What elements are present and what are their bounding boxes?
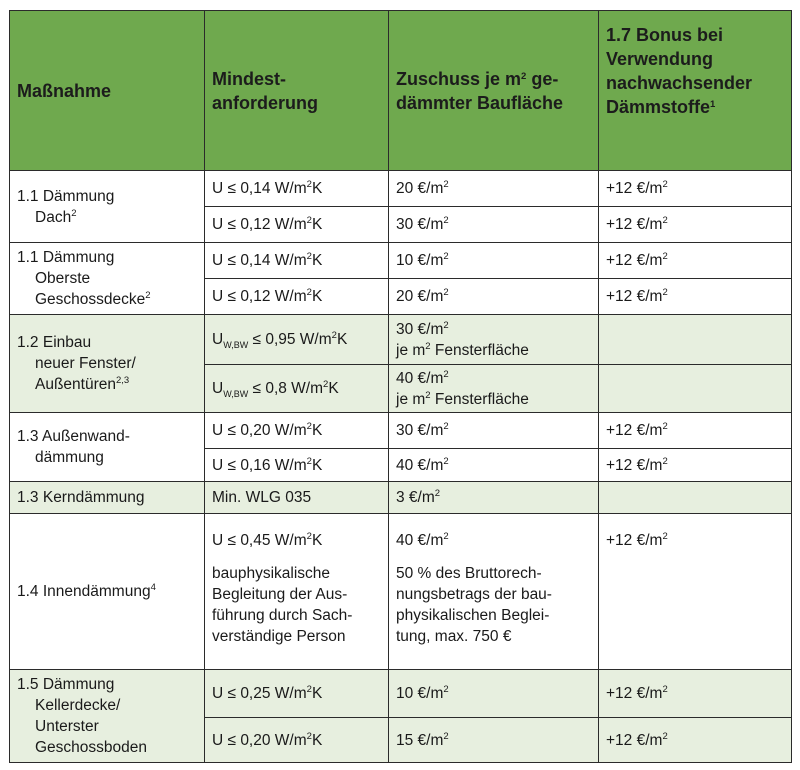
requirement-cell: Min. WLG 035 bbox=[205, 482, 389, 514]
table-row bbox=[10, 482, 792, 514]
bonus-cell: +12 $€/m^2$ bbox=[599, 243, 792, 279]
subsidy-cell: 15 $€/m^2$ bbox=[389, 718, 599, 763]
bonus-cell bbox=[599, 315, 792, 365]
bonus-cell: +12 $€/m^2$ bbox=[599, 279, 792, 315]
bonus-cell: +12 $€/m^2$ bbox=[599, 718, 792, 763]
requirement-cell: U ≤ 0,14 $W/m^2K$ bbox=[205, 171, 389, 207]
subsidy-cell: 20 $€/m^2$ bbox=[389, 279, 599, 315]
subsidy-cell: 40 $€/m^2$ 50 % des Bruttorech- nungsbetrags der bau- physikalischen Beglei- tung, max. 750 € bbox=[389, 514, 599, 670]
funding-table bbox=[9, 10, 792, 763]
requirement-cell: U ≤ 0,20 $W/m^2K$ bbox=[205, 413, 389, 449]
measure-cell-windows: 1.2 Einbau neuer Fenster/ Außentüren$^{2,3}$ bbox=[10, 315, 205, 413]
measure-cell-top-ceiling: 1.1 Dämmung Oberste Geschossdecke$^2$ bbox=[10, 243, 205, 315]
bonus-cell: +12 $€/m^2$ bbox=[599, 207, 792, 243]
measure-cell-roof: 1.1 Dämmung Dach$^2$ bbox=[10, 171, 205, 243]
bonus-cell: +12 $€/m^2$ bbox=[599, 449, 792, 482]
requirement-cell: U ≤ 0,14 $W/m^2K$ bbox=[205, 243, 389, 279]
table-row bbox=[10, 243, 792, 279]
bonus-cell: +12 $€/m^2$ bbox=[599, 171, 792, 207]
requirement-cell: U ≤ 0,12 $W/m^2K$ bbox=[205, 207, 389, 243]
requirement-cell: U ≤ 0,12 $W/m^2K$ bbox=[205, 279, 389, 315]
subsidy-cell: 10 $€/m^2$ bbox=[389, 670, 599, 718]
subsidy-cell: 30 $€/m^2$ bbox=[389, 413, 599, 449]
table-row bbox=[10, 413, 792, 449]
subsidy-cell: 20 $€/m^2$ bbox=[389, 171, 599, 207]
table-row bbox=[10, 514, 792, 670]
measure-cell-core: 1.3 Kerndämmung bbox=[10, 482, 205, 514]
header-requirement: Mindest- anforderung bbox=[205, 11, 389, 171]
subsidy-cell: 30 $€/m^2$ je $m^2$ Fensterfläche bbox=[389, 315, 599, 365]
requirement-cell: U ≤ 0,16 $W/m^2K$ bbox=[205, 449, 389, 482]
bonus-cell bbox=[599, 365, 792, 413]
subsidy-cell: 10 $€/m^2$ bbox=[389, 243, 599, 279]
measure-cell-basement: 1.5 Dämmung Kellerdecke/ Unterster Geschossboden bbox=[10, 670, 205, 763]
requirement-cell: $U_{W,BW} \le 0,95$ $W/m^2K$ bbox=[205, 315, 389, 365]
header-bonus: 1.7 Bonus bei Verwendung nachwachsender Dämmstoffe$^1$ bbox=[599, 11, 792, 171]
subsidy-cell: 40 $€/m^2$ bbox=[389, 449, 599, 482]
requirement-cell: $U_{W,BW} \le 0,8$ $W/m^2K$ bbox=[205, 365, 389, 413]
header-subsidy: Zuschuss je $m^2$ ge- dämmter Baufläche bbox=[389, 11, 599, 171]
header-measure: Maßnahme bbox=[10, 11, 205, 171]
bonus-cell: +12 $€/m^2$ bbox=[599, 670, 792, 718]
requirement-cell: U ≤ 0,20 $W/m^2K$ bbox=[205, 718, 389, 763]
table-row bbox=[10, 670, 792, 718]
measure-cell-exterior-wall: 1.3 Außenwand- dämmung bbox=[10, 413, 205, 482]
bonus-cell: +12 $€/m^2$ bbox=[599, 413, 792, 449]
subsidy-cell: 40 $€/m^2$ je $m^2$ Fensterfläche bbox=[389, 365, 599, 413]
requirement-cell: U ≤ 0,45 $W/m^2K$ bauphysikalische Begleitung der Aus- führung durch Sach- verständige Person bbox=[205, 514, 389, 670]
subsidy-cell: 30 $€/m^2$ bbox=[389, 207, 599, 243]
bonus-cell: +12 $€/m^2$ bbox=[599, 514, 792, 670]
subsidy-cell: 3 $€/m^2$ bbox=[389, 482, 599, 514]
header-row bbox=[10, 11, 792, 171]
measure-cell-interior: 1.4 Innendämmung$^4$ bbox=[10, 514, 205, 670]
requirement-cell: U ≤ 0,25 $W/m^2K$ bbox=[205, 670, 389, 718]
table-row bbox=[10, 315, 792, 365]
table-row bbox=[10, 171, 792, 207]
bonus-cell bbox=[599, 482, 792, 514]
